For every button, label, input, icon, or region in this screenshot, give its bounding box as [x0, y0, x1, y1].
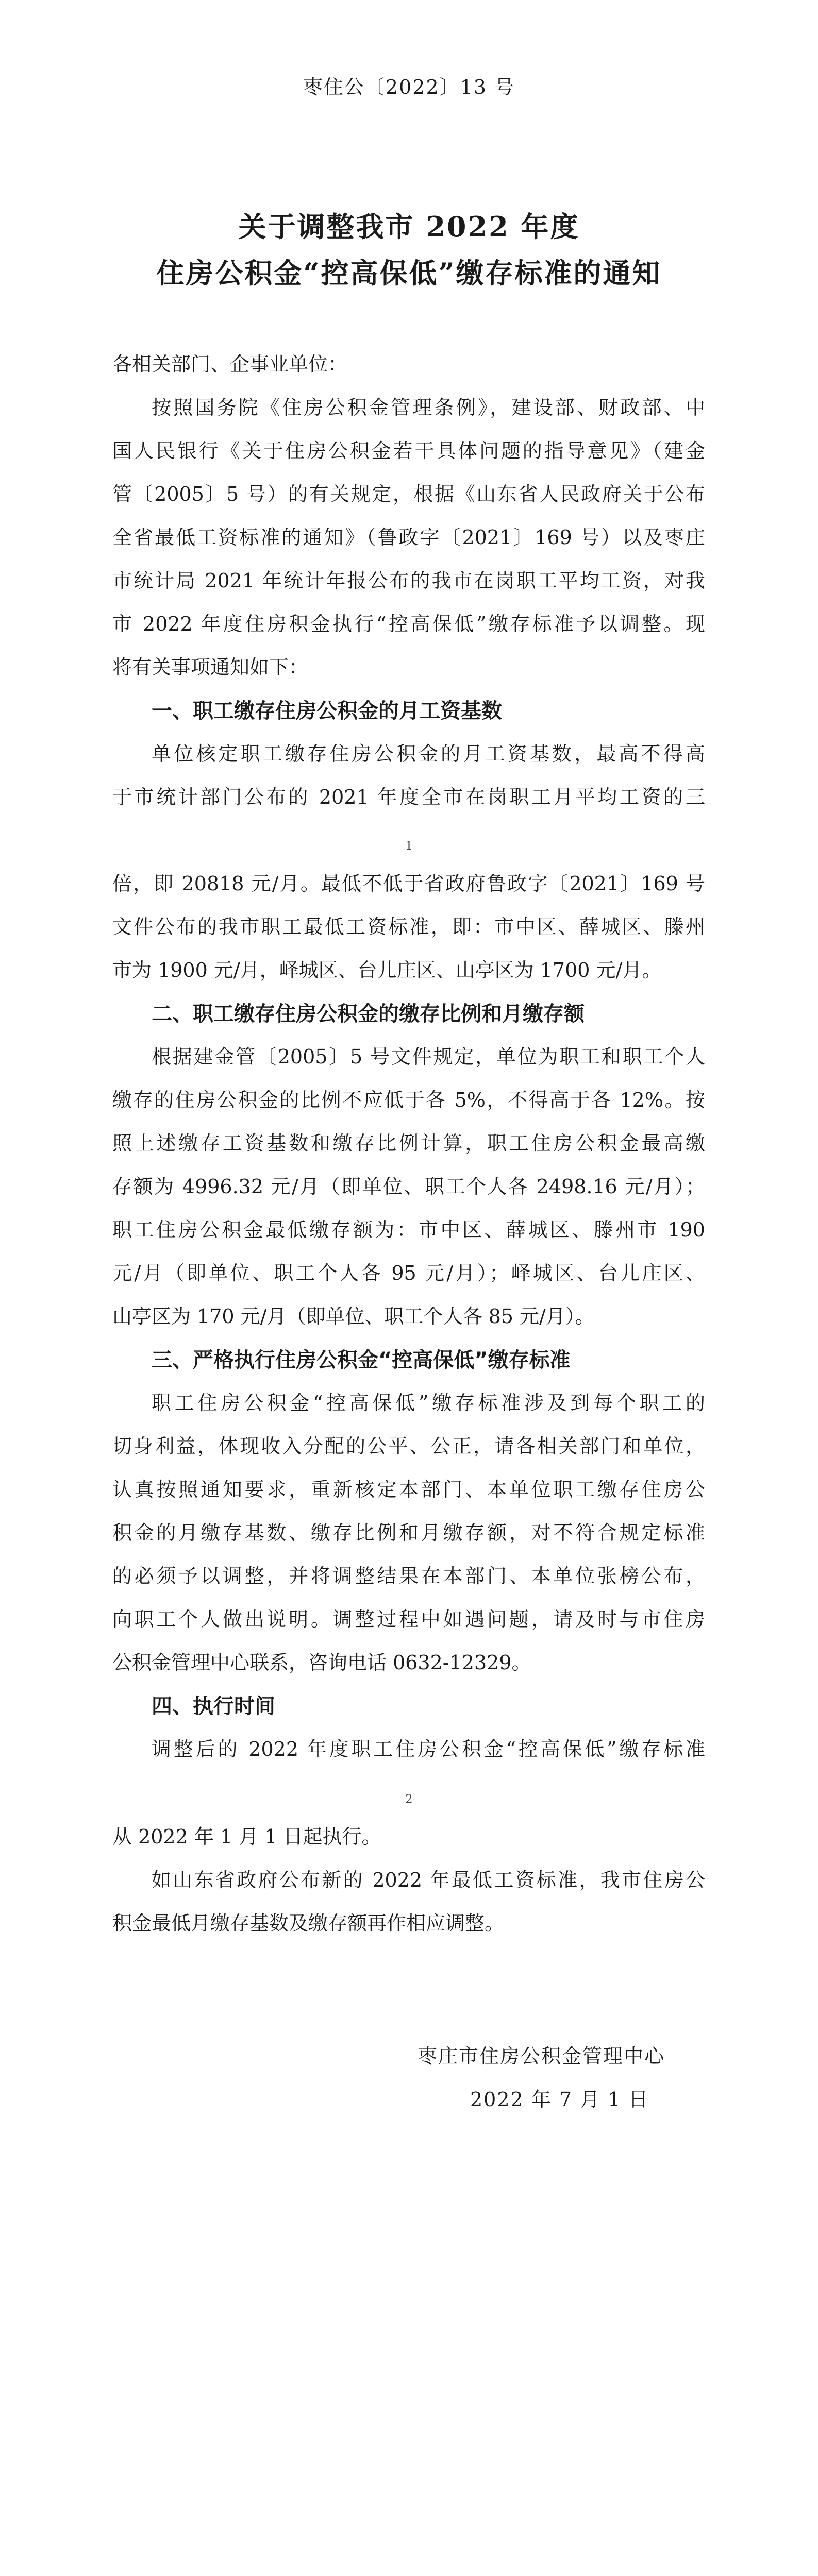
section-heading-2: 二、职工缴存住房公积金的缴存比例和月缴存额	[152, 1002, 585, 1026]
section3-line: 职工住房公积金“控高保低”缴存标准涉及到每个职工的	[152, 1392, 705, 1414]
section3-line: 积金的月缴存基数、缴存比例和月缴存额，对不符合规定标准	[112, 1521, 705, 1544]
section-heading-4: 四、执行时间	[152, 1694, 275, 1718]
section3-line: 的必须予以调整，并将调整结果在本部门、本单位张榜公布，	[112, 1565, 705, 1587]
closing-line: 积金最低月缴存基数及缴存额再作相应调整。	[112, 1912, 505, 1935]
section2-line: 照上述缴存工资基数和缴存比例计算，职工住房公积金最高缴	[112, 1132, 705, 1155]
closing-line: 如山东省政府公布新的 2022 年最低工资标准，我市住房公	[152, 1869, 705, 1891]
intro-line: 全省最低工资标准的通知》（鲁政字〔2021〕169 号）以及枣庄	[112, 526, 705, 549]
intro-line: 国人民银行《关于住房公积金若干具体问题的指导意见》（建金	[112, 439, 705, 462]
signature-date: 2022 年 7 月 1 日	[470, 2088, 649, 2111]
salutation: 各相关部门、企事业单位：	[112, 353, 348, 376]
section3-line: 公积金管理中心联系，咨询电话 0632-12329。	[112, 1651, 531, 1674]
title-line-1: 关于调整我市 2022 年度	[238, 210, 580, 243]
section2-line: 职工住房公积金最低缴存额为：市中区、薛城区、滕州市 190	[112, 1218, 705, 1241]
intro-line: 市 2022 年度住房积金执行“控高保低”缴存标准予以调整。现	[112, 613, 705, 635]
document-number: 枣住公〔2022〕13 号	[303, 76, 515, 98]
section1-line: 单位核定职工缴存住房公积金的月工资基数，最高不得高	[152, 742, 705, 765]
page-number: 1	[405, 840, 413, 853]
page-number: 2	[405, 1793, 413, 1806]
section4-line: 从 2022 年 1 月 1 日起执行。	[112, 1825, 381, 1848]
title-line-2: 住房公积金“控高保低”缴存标准的通知	[156, 257, 662, 290]
section2-line: 山亭区为 170 元/月（即单位、职工个人各 85 元/月）。	[112, 1305, 595, 1328]
intro-line: 管〔2005〕5 号）的有关规定，根据《山东省人民政府关于公布	[112, 483, 705, 505]
section1-line: 市为 1900 元/月，峄城区、台儿庄区、山亭区为 1700 元/月。	[112, 959, 662, 981]
section3-line: 切身利益，体现收入分配的公平、公正，请各相关部门和单位，	[112, 1435, 705, 1458]
intro-line: 按照国务院《住房公积金管理条例》，建设部、财政部、中	[152, 396, 705, 419]
section2-line: 缴存的住房公积金的比例不应低于各 5%，不得高于各 12%。按	[112, 1089, 705, 1111]
section4-line: 调整后的 2022 年度职工住房公积金“控高保低”缴存标准	[152, 1738, 705, 1760]
section-heading-1: 一、职工缴存住房公积金的月工资基数	[152, 699, 502, 723]
section2-line: 存额为 4996.32 元/月（即单位、职工个人各 2498.16 元/月）；	[112, 1175, 705, 1198]
section3-line: 认真按照通知要求，重新核定本部门、本单位职工缴存住房公	[112, 1478, 705, 1501]
section1-line: 倍，即 20818 元/月。最低不低于省政府鲁政字〔2021〕169 号	[112, 872, 705, 895]
section1-line: 文件公布的我市职工最低工资标准，即：市中区、薛城区、滕州	[112, 916, 705, 938]
section3-line: 向职工个人做出说明。调整过程中如遇问题，请及时与市住房	[112, 1608, 705, 1631]
section-heading-3: 三、严格执行住房公积金“控高保低”缴存标准	[152, 1348, 571, 1372]
intro-line: 将有关事项通知如下：	[112, 656, 309, 679]
section1-line: 于市统计部门公布的 2021 年度全市在岗职工月平均工资的三	[112, 786, 705, 808]
section2-line: 根据建金管〔2005〕5 号文件规定，单位为职工和职工个人	[152, 1045, 705, 1068]
intro-line: 市统计局 2021 年统计年报公布的我市在岗职工平均工资，对我	[112, 569, 705, 592]
signature-organization: 枣庄市住房公积金管理中心	[418, 2045, 665, 2067]
section2-line: 元/月（即单位、职工个人各 95 元/月）；峄城区、台儿庄区、	[112, 1262, 705, 1284]
